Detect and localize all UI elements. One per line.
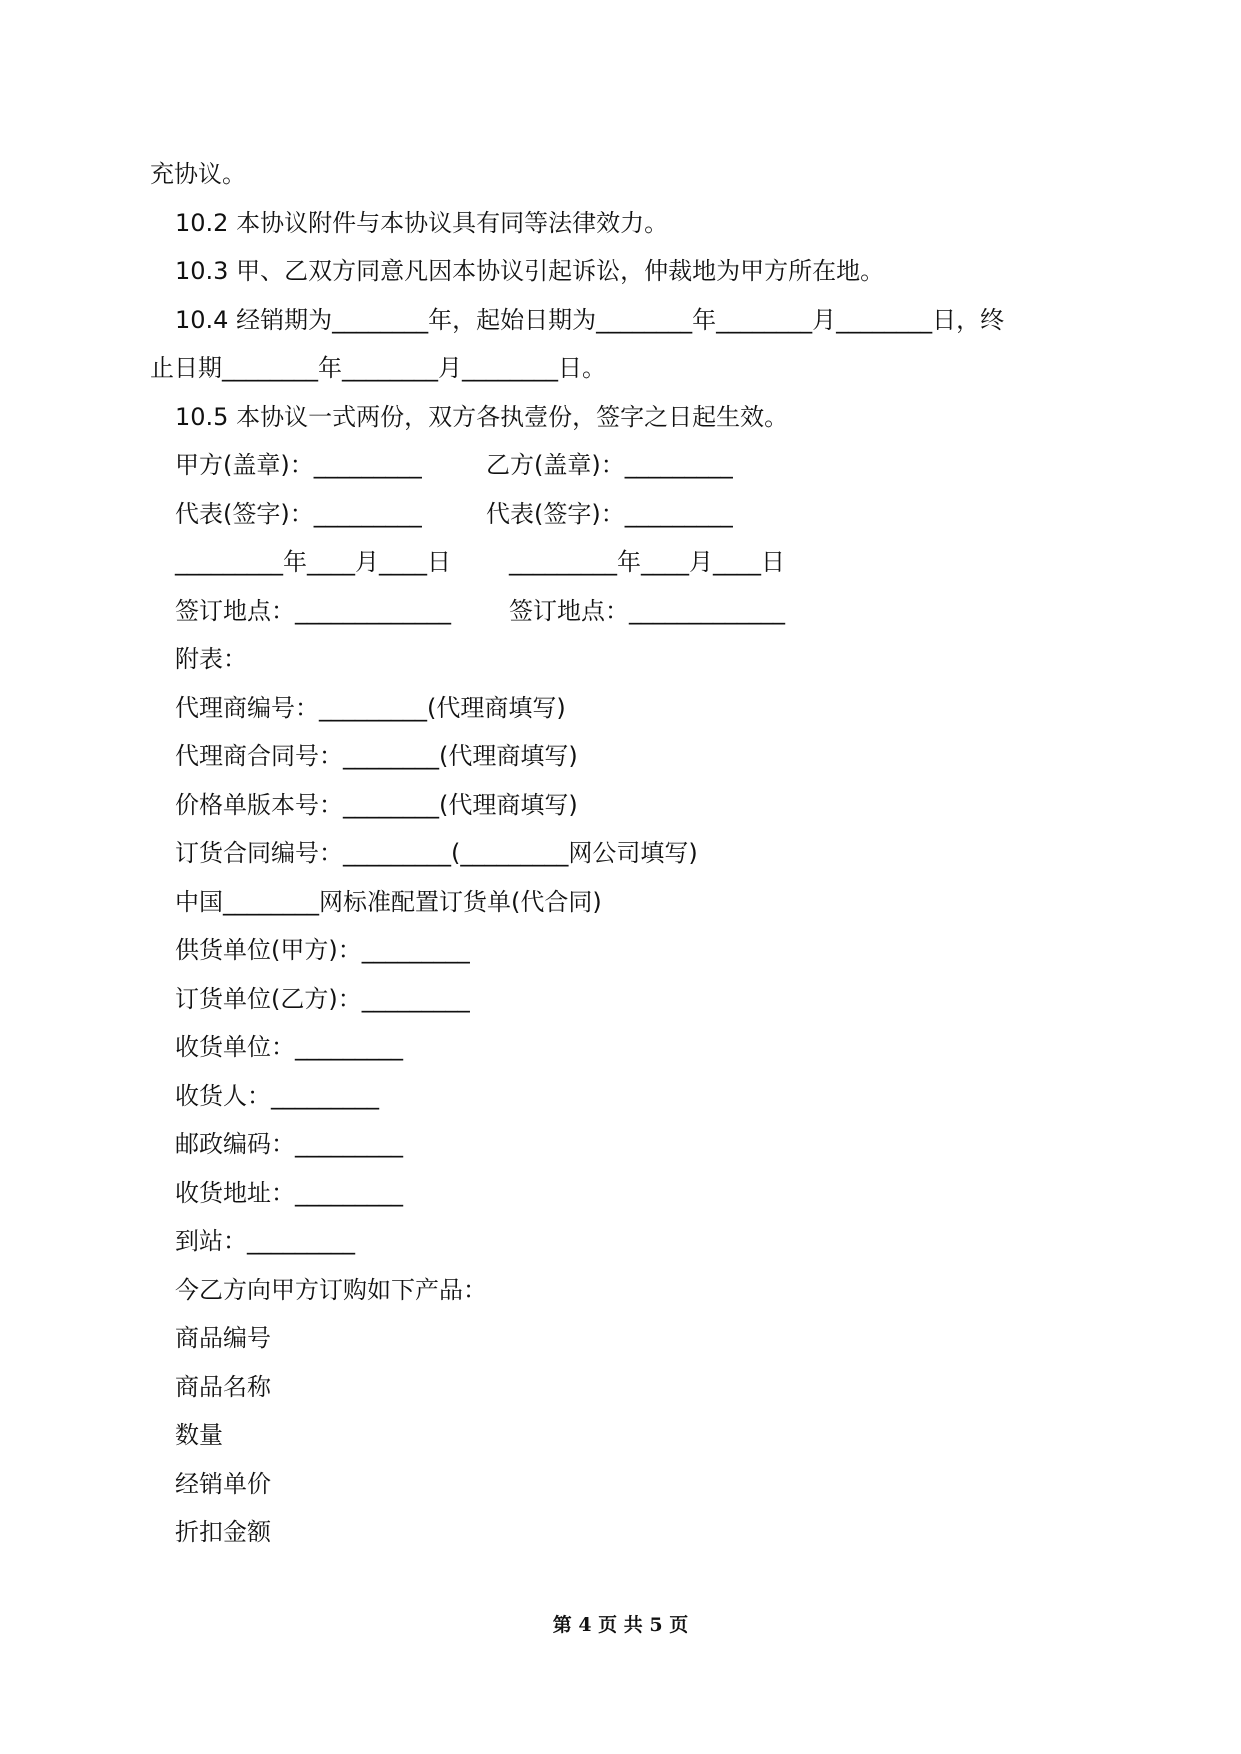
page-footer: 第 4 页 共 5 页 (552, 1614, 689, 1636)
representative-line-right: 代表(签字)：_________ (486, 500, 733, 528)
seal-line-left: 甲方(盖章)：_________ (175, 451, 422, 479)
supplier-line: 供货单位(甲方)：_________ (175, 936, 470, 964)
product-field-code: 商品编号 (175, 1324, 271, 1352)
product-field-name: 商品名称 (175, 1373, 271, 1401)
delivery-address-line: 收货地址：_________ (175, 1179, 403, 1207)
arrival-station-line: 到站：_________ (175, 1227, 355, 1255)
price-list-line: 价格单版本号：________(代理商填写) (175, 791, 578, 819)
clause-10-5: 10.5 本协议一式两份，双方各执壹份，签字之日起生效。 (175, 403, 789, 431)
attachment-heading: 附表： (175, 645, 247, 673)
receiver-person-line: 收货人：_________ (175, 1082, 379, 1110)
order-contract-line: 订货合同编号：_________(_________网公司填写) (175, 839, 698, 867)
sign-place-right: 签订地点：_____________ (509, 597, 785, 625)
clause-10-2: 10.2 本协议附件与本协议具有同等法律效力。 (175, 209, 669, 237)
clause-10-4: 10.4 经销期为________年，起始日期为________年________月________日，终 (175, 306, 1005, 334)
representative-line-left: 代表(签字)：_________ (175, 500, 422, 528)
seal-line-right: 乙方(盖章)：_________ (486, 451, 733, 479)
agent-contract-line: 代理商合同号：________(代理商填写) (175, 742, 578, 770)
paragraph-continuation: 充协议。 (150, 160, 246, 188)
clause-10-4-continued: 止日期________年________月________日。 (150, 354, 606, 382)
clause-10-3: 10.3 甲、乙双方同意凡因本协议引起诉讼，仲裁地为甲方所在地。 (175, 257, 885, 285)
receiver-unit-line: 收货单位：_________ (175, 1033, 403, 1061)
agent-number-line: 代理商编号：_________(代理商填写) (175, 694, 566, 722)
order-intro-line: 今乙方向甲方订购如下产品： (175, 1276, 487, 1304)
order-form-title: 中国________网标准配置订货单(代合同) (175, 888, 602, 916)
buyer-line: 订货单位(乙方)：_________ (175, 985, 470, 1013)
date-line-right: _________年____月____日 (509, 548, 785, 576)
product-field-discount: 折扣金额 (175, 1518, 271, 1546)
date-line-left: _________年____月____日 (175, 548, 451, 576)
product-field-quantity: 数量 (175, 1421, 223, 1449)
postal-code-line: 邮政编码：_________ (175, 1130, 403, 1158)
product-field-unit-price: 经销单价 (175, 1470, 271, 1498)
sign-place-left: 签订地点：_____________ (175, 597, 451, 625)
